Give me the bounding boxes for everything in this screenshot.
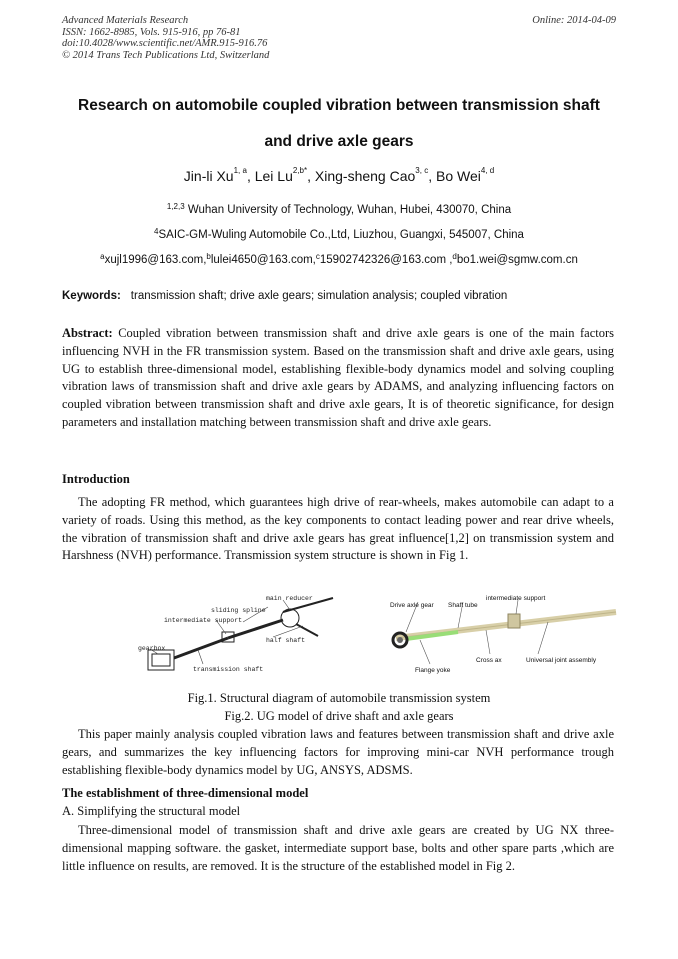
section-heading-introduction: Introduction [62,472,130,486]
abstract-text: Coupled vibration between transmission shaft and drive axle gears is one of the main factors influencing NVH in the FR transmission system. Based on the transmission shaft and drive axle gears, using UG to establish three-dimensional model, establishing flexible-body dynamics model and solving coupling vibration laws of transmission shaft and drive axle gears by ADAMS, and analyzing influencing factors on coupled vibration between transmission shaft and drive axle gears, It is of theoretic significance, for design parameters and installation matching between transmission shaft and drive axle gears. [62,326,614,429]
fig1-label-sliding-spline: sliding spline [211,607,266,614]
fig2-label-cross-ax: Cross ax [476,657,502,664]
author-sup: 1, a [233,166,247,175]
subsection-a: A. Simplifying the structural model [62,804,241,818]
issn-line: ISSN: 1662-8985, Vols. 915-916, pp 76-81 [62,26,241,38]
gearbox-inner-shape [152,654,170,666]
half-shaft-lower [296,624,318,636]
fig2-label-shaft-tube: Shaft tube [448,602,478,609]
figures-svg [118,592,618,688]
author-sup: 3, c [415,166,429,175]
journal-header [62,15,269,61]
author-name: Xing-sheng Cao [314,168,416,184]
email-line: $^a$xujl1996@163.com,$^b$lulei4650@163.com,$^c$15902742326@163.com ,$^d$bo1.wei@sgmw.com.cn [100,252,578,266]
leader-line [420,640,430,664]
email-link[interactable]: bo1.wei@sgmw.com.cn [456,254,578,266]
author-sup: 4, d [480,166,495,175]
fig1-label-intermediate-support: intermediate support [164,617,243,624]
body-paragraph-2: This paper mainly analysis coupled vibration laws and features between transmission shaft and drive axle gears, and summarizes the key influencing factors for improving mini-car NVH performance trough establishing flexible-body dynamics model by UG, ANSYS, ADSMS. [62,727,614,777]
intro-paragraph: The adopting FR method, which guarantees high drive of rear-wheels, makes automobile can adapt to a variety of roads. Using this method, as the key components to contact leading power and rear drive wheels, the vibration of transmission shaft and drive axle gears has great influence[1,2] on transmission system and Harshness (NVH) performance. Transmission system structure is shown in Fig 1. [62,495,614,563]
figure-2-caption: Fig.2. UG model of drive shaft and axle gears [224,709,454,723]
paper-title-line2: and drive axle gears [264,133,414,150]
abstract-label: Abstract: [62,326,113,340]
shaft-segment-1 [174,638,228,658]
fig1-label-half-shaft: half shaft [266,637,306,644]
keywords-text: transmission shaft; drive axle gears; simulation analysis; coupled vibration [130,290,508,302]
fig1-label-main-reducer: main reducer [266,595,313,602]
fig1-diagram [138,595,333,673]
email-link[interactable]: 15902742326@163.com , [319,254,453,266]
email-link[interactable]: xujl1996@163.com, [104,254,207,266]
leader-line [273,626,303,637]
leader-line [486,630,490,654]
author-sup: 2,b* [292,166,308,175]
fig2-model [390,595,616,674]
author-name: Bo Wei [435,168,481,184]
section2-paragraph: Three-dimensional model of transmission shaft and drive axle gears are created by UG NX three-dimensional mapping software. the gasket, intermediate support base, bolts and other spare parts ,which are little influence on results, are removed. It is the structure of the established model in Fig 2. [62,823,614,873]
author-list: Jin-li Xu$^{1, a}$, Lei $Lu^{2,b*}$, Xing-sheng Cao$^{3, c}$, Bo Wei$^{4, d}$ [183,166,495,184]
online-date: Online: 2014-04-09 [532,15,616,26]
fig2-label-universal-joint: Universal joint assembly [526,657,597,664]
fig1-label-transmission-shaft: transmission shaft [193,666,264,673]
fig2-label-intermediate-support: intermediate support [486,595,546,602]
keywords-label: Keywords: [62,290,121,302]
email-link[interactable]: lulei4650@163.com, [210,254,316,266]
abstract [62,325,614,432]
fig2-label-flange-yoke: Flange yoke [415,667,451,674]
author-name: Lei Lu [254,168,293,184]
section-heading-three-dimensional-model: The establishment of three-dimensional model [62,786,309,800]
affiliation-2: $^4$SAIC-GM-Wuling Automobile Co.,Ltd, Liuzhou, Guangxi, 545007, China [154,227,524,241]
keywords [62,290,618,302]
leader-line [516,600,518,614]
figure-row [118,592,618,688]
author-name: Jin-li Xu [183,168,234,184]
journal-name: Advanced Materials Research [62,15,189,26]
copyright-line: © 2014 Trans Tech Publications Ltd, Switzerland [62,49,270,61]
leader-line [538,622,548,654]
figure-1-caption: Fig.1. Structural diagram of automobile transmission system [187,691,491,705]
fig1-label-gearbox: gearbox [138,645,166,652]
paper-title-line1: Research on automobile coupled vibration between transmission shaft [78,97,600,114]
doi-line: doi:10.4028/www.scientific.net/AMR.915-916.76 [62,38,268,49]
intermediate-support-shape [508,614,520,628]
drive-axle-gear-hub [397,637,403,643]
leader-line [198,650,203,664]
fig2-label-drive-axle-gear: Drive axle gear [390,602,434,609]
affiliation-1: $^{1,2,3}$ Wuhan University of Technology, Wuhan, Hubei, 430070, China [166,202,512,216]
